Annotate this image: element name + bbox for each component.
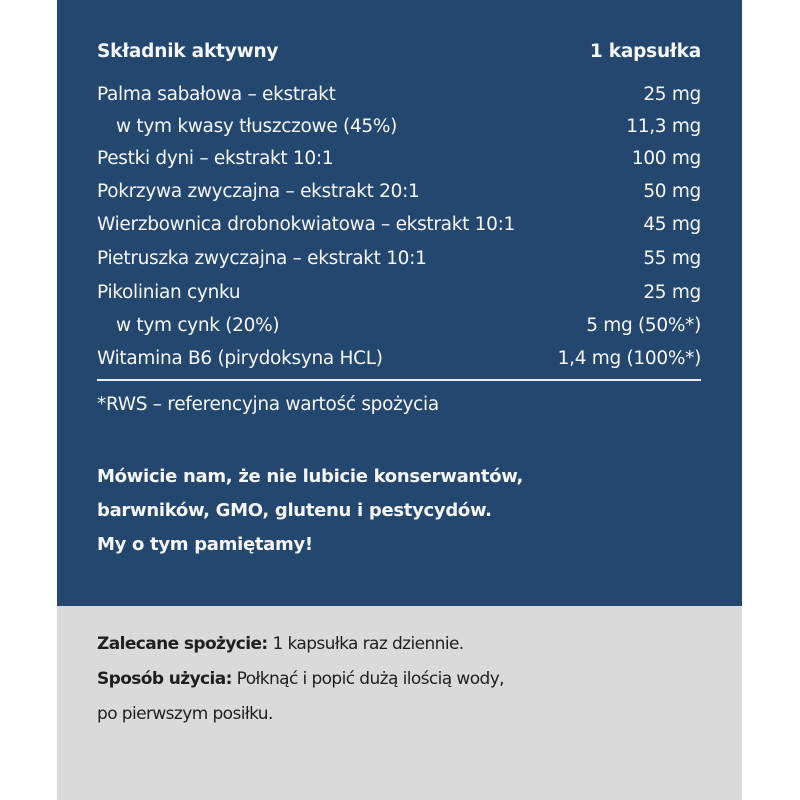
brand-message-line: My o tym pamiętamy!: [97, 534, 313, 555]
recommended-dose-label: Zalecane spożycie:: [97, 634, 268, 654]
ingredient-amount: 25 mg: [643, 281, 701, 303]
ingredient-row: [97, 143, 701, 173]
usage-method-label: Sposób użycia:: [97, 669, 232, 689]
ingredient-amount: 11,3 mg: [626, 115, 701, 137]
brand-message-line: barwników, GMO, glutenu i pestycydów.: [97, 500, 492, 521]
ingredient-name: Wierzbownica drobnokwiatowa – ekstrakt 10:1: [97, 213, 516, 235]
brand-message: [97, 460, 523, 562]
ingredient-row: [97, 343, 701, 373]
amount-column-header: 1 kapsułka: [589, 40, 701, 62]
ingredient-row: [97, 209, 701, 239]
ingredient-name: w tym kwasy tłuszczowe (45%): [116, 115, 398, 137]
ingredient-row: [97, 277, 701, 307]
ingredient-name: Witamina B6 (pirydoksyna HCL): [97, 347, 383, 369]
usage-method-line: [97, 662, 504, 697]
ingredient-amount: 25 mg: [643, 83, 701, 105]
rws-footnote: *RWS – referencyjna wartość spożycia: [97, 394, 439, 415]
ingredient-amount: 100 mg: [631, 147, 701, 169]
ingredient-row: [97, 176, 701, 206]
ingredient-name: Pestki dyni – ekstrakt 10:1: [97, 147, 334, 169]
ingredient-amount: 55 mg: [643, 247, 701, 269]
usage-method-value: Połknąć i popić dużą ilością wody,: [231, 669, 504, 689]
ingredient-subrow: [97, 111, 701, 141]
table-divider: [97, 379, 701, 381]
recommended-dose-value: 1 kapsułka raz dziennie.: [267, 634, 464, 654]
ingredient-name: Palma sabałowa – ekstrakt: [97, 83, 336, 105]
ingredient-row: [97, 243, 701, 273]
ingredient-amount: 1,4 mg (100%*): [557, 347, 701, 369]
ingredient-amount: 45 mg: [643, 213, 701, 235]
ingredient-name: Pietruszka zwyczajna – ekstrakt 10:1: [97, 247, 427, 269]
brand-message-line: Mówicie nam, że nie lubicie konserwantów,: [97, 466, 524, 487]
recommended-dose-line: [97, 627, 504, 662]
ingredient-row: [97, 79, 701, 109]
ingredient-name: Pokrzywa zwyczajna – ekstrakt 20:1: [97, 180, 420, 202]
ingredient-subrow: [97, 310, 701, 340]
usage-panel: [57, 606, 742, 800]
ingredient-name: w tym cynk (20%): [116, 314, 280, 336]
composition-panel: [57, 0, 742, 606]
usage-method-continuation: po pierwszym posiłku.: [97, 704, 273, 724]
ingredient-amount: 50 mg: [643, 180, 701, 202]
usage-instructions: [97, 627, 504, 732]
ingredient-name: Pikolinian cynku: [97, 281, 241, 303]
ingredient-amount: 5 mg (50%*): [586, 314, 701, 336]
composition-header-row: [97, 37, 701, 65]
ingredient-column-header: Składnik aktywny: [97, 40, 279, 62]
